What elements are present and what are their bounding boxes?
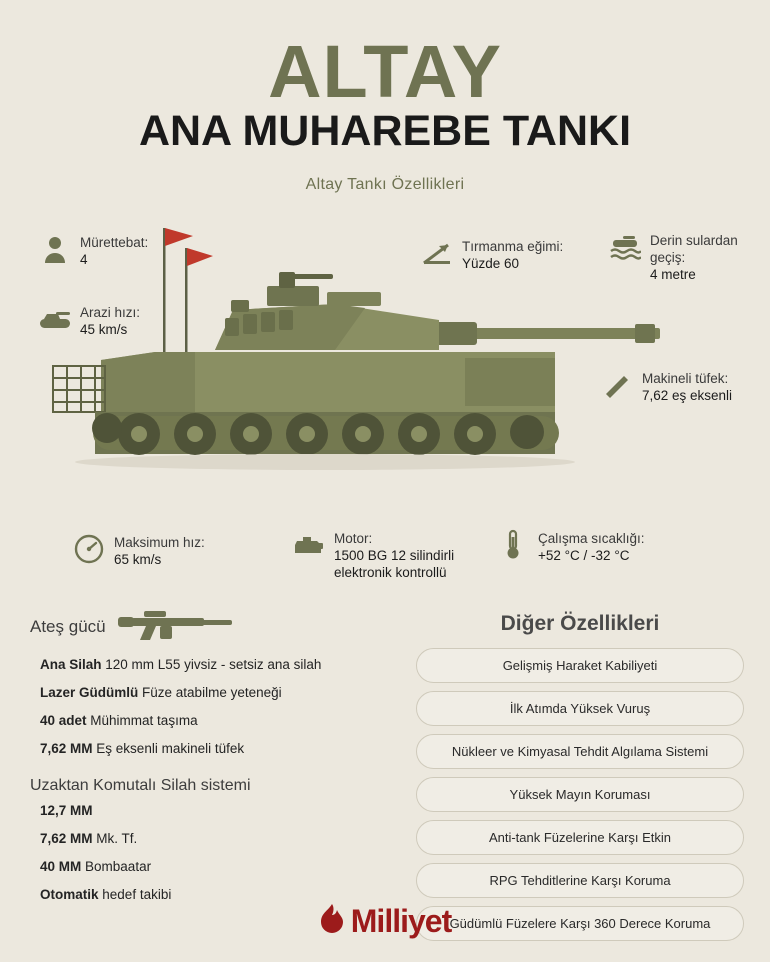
spec-tirmanma-egimi [420, 238, 563, 272]
spec-label: Motor: [334, 531, 373, 546]
speedometer-icon [72, 534, 106, 564]
item-rest: 120 mm L55 yivsiz - setsiz ana silah [105, 657, 322, 672]
spec-label: Çalışma sıcaklığı: [538, 531, 645, 546]
spec-calisma-sicakligi [496, 530, 666, 564]
feature-pill: Nükleer ve Kimyasal Tehdit Algılama Sistemi [416, 734, 744, 769]
spec-value: 1500 BG 12 silindirli elektronik kontrollü [334, 548, 455, 580]
spec-value: 4 [80, 252, 88, 267]
spec-maksimum-hiz [72, 534, 205, 568]
list-item [40, 853, 400, 881]
flame-icon [319, 903, 345, 940]
firepower-panel [30, 608, 400, 949]
item-rest: Mühimmat taşıma [90, 713, 198, 728]
spec-label: Makineli tüfek: [642, 371, 729, 386]
spec-value: 4 metre [650, 267, 696, 282]
deep-water-icon [608, 232, 642, 262]
list-item [40, 707, 400, 735]
feature-pill: RPG Tehditlerine Karşı Koruma [416, 863, 744, 898]
firepower-list [30, 651, 400, 763]
spec-arazi-hizi [38, 304, 140, 338]
machinegun-icon [600, 370, 634, 400]
spec-label: Maksimum hız: [114, 535, 205, 550]
list-item [40, 735, 400, 763]
other-features-title: Diğer Özellikleri [500, 612, 660, 635]
remote-weapon-list [30, 797, 400, 909]
spec-value: 45 km/s [80, 322, 128, 337]
spec-value: Yüzde 60 [462, 256, 520, 271]
spec-motor [292, 530, 472, 581]
spec-label: Derin sulardan geçiş: [650, 233, 738, 265]
spec-value: +52 °C / -32 °C [538, 548, 630, 563]
item-rest: Mk. Tf. [96, 831, 138, 846]
item-bold: 40 adet [40, 713, 87, 728]
list-item [40, 825, 400, 853]
item-bold: Otomatik [40, 887, 99, 902]
list-item [40, 651, 400, 679]
item-bold: 40 MM [40, 859, 82, 874]
spec-value: 7,62 eş eksenli [642, 388, 733, 403]
feature-pill: İlk Atımda Yüksek Vuruş [416, 691, 744, 726]
page-title: ALTAY [268, 30, 502, 113]
other-features-panel [416, 608, 744, 949]
soldier-icon [38, 234, 72, 264]
list-item [40, 679, 400, 707]
slope-icon [420, 238, 454, 268]
feature-pill: Yüksek Mayın Koruması [416, 777, 744, 812]
spec-label: Tırmanma eğimi: [462, 239, 564, 254]
page-caption: Altay Tankı Özellikleri [305, 176, 465, 193]
rifle-icon [116, 608, 236, 649]
spec-label: Arazi hızı: [80, 305, 141, 320]
page-subtitle: ANA MUHAREBE TANKI [138, 107, 632, 155]
item-bold: 7,62 MM [40, 831, 93, 846]
feature-pill: Güdümlü Füzelere Karşı 360 Derece Koruma [416, 906, 744, 941]
item-rest: hedef takibi [102, 887, 172, 902]
item-bold: Lazer Güdümlü [40, 685, 139, 700]
list-item [40, 797, 400, 825]
item-bold: 7,62 MM [40, 741, 93, 756]
brand-name: Milliyet [350, 903, 452, 939]
spec-derin-sular [608, 232, 738, 283]
spec-murettebat [38, 234, 148, 268]
spec-label: Mürettebat: [80, 235, 149, 250]
tank-icon [38, 304, 72, 334]
spec-makineli-tufek [600, 370, 750, 404]
item-bold: Ana Silah [40, 657, 102, 672]
engine-icon [292, 530, 326, 560]
feature-pill: Anti-tank Füzelerine Karşı Etkin [416, 820, 744, 855]
remote-weapon-title: Uzaktan Komutalı Silah sistemi [30, 777, 251, 794]
footer-logo [0, 903, 770, 940]
thermometer-icon [496, 530, 530, 560]
item-bold: 12,7 MM [40, 803, 93, 818]
item-rest: Füze atabilme yeteneği [142, 685, 282, 700]
item-rest: Bombaatar [85, 859, 152, 874]
lower-spec-row [0, 530, 770, 602]
feature-pill: Gelişmiş Haraket Kabiliyeti [416, 648, 744, 683]
item-rest: Eş eksenli makineli tüfek [96, 741, 245, 756]
spec-value: 65 km/s [114, 552, 162, 567]
firepower-title: Ateş gücü [30, 616, 106, 636]
firepower-header-row [30, 608, 400, 649]
bottom-panels [0, 602, 770, 949]
tank-illustration-area [0, 200, 770, 530]
